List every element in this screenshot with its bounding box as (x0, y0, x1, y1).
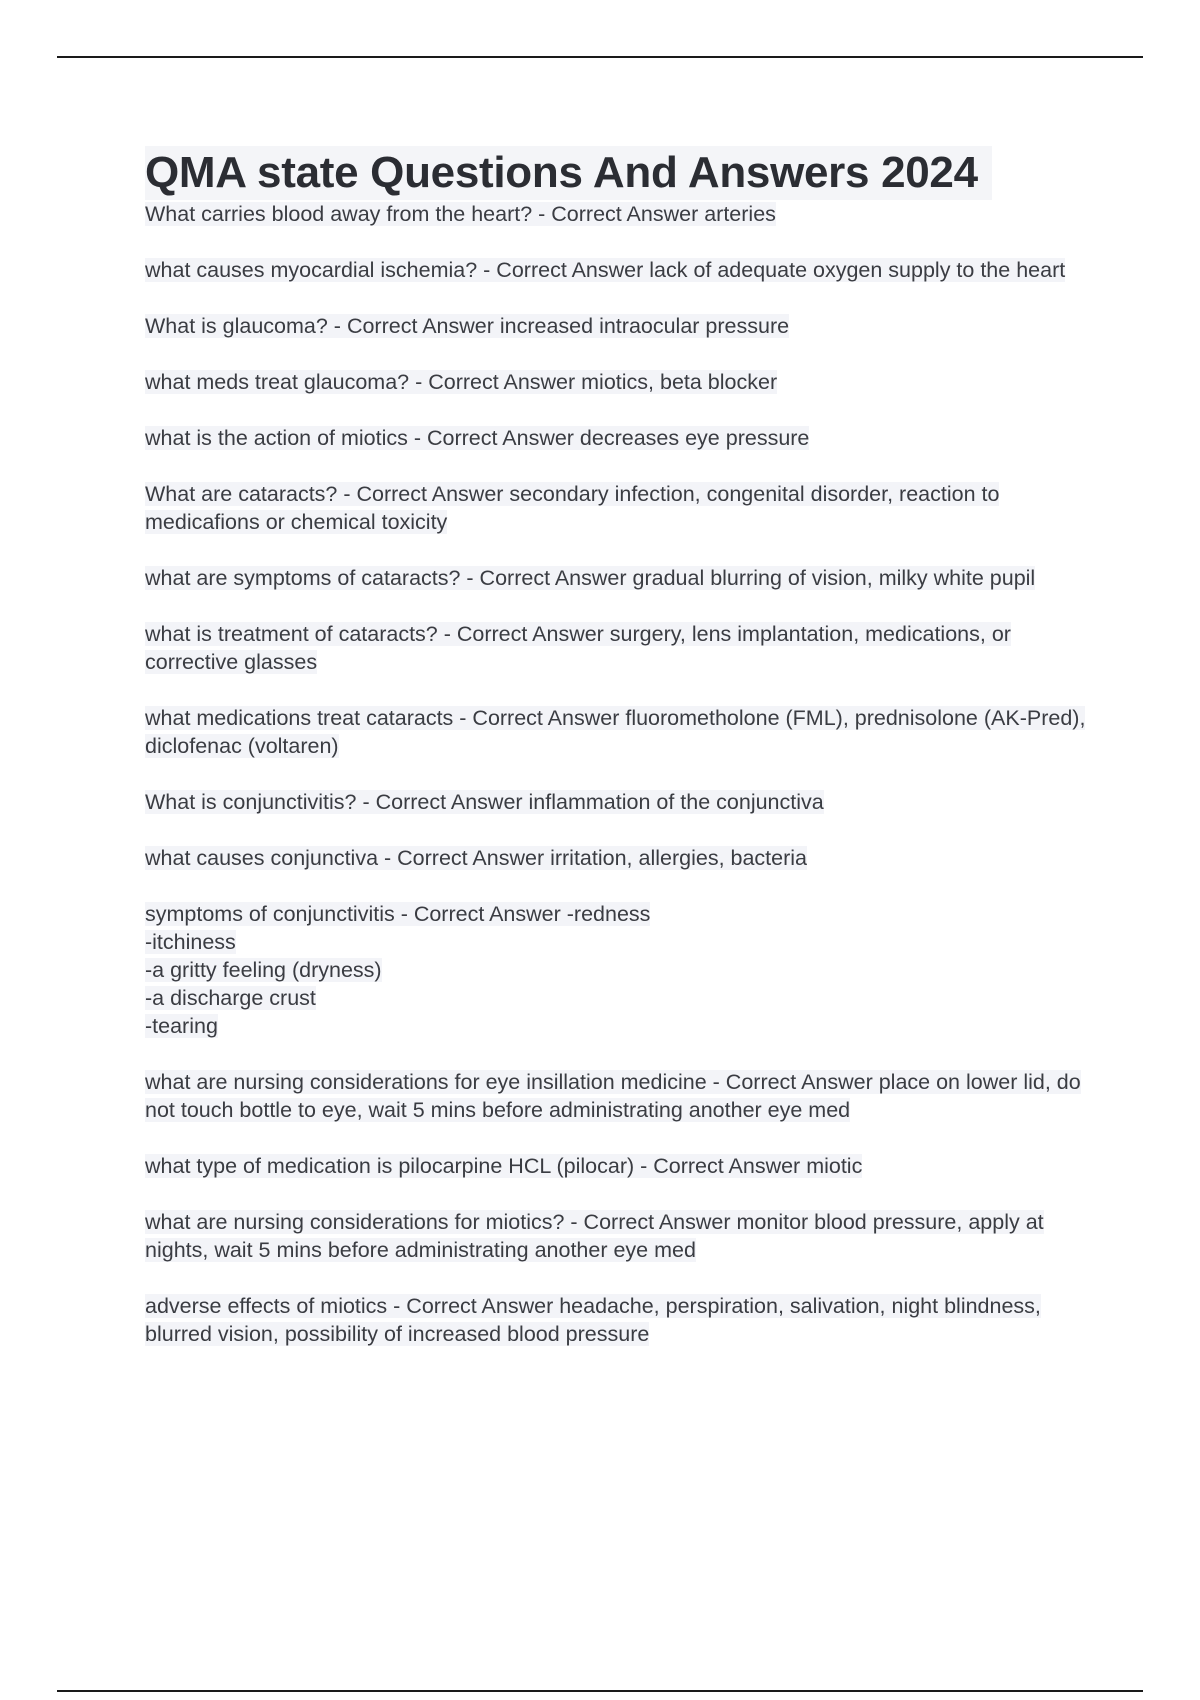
qa-item: adverse effects of miotics - Correct Answer headache, perspiration, salivation, night blindness, blurred vision, possibility of increased blood pressure (145, 1294, 1041, 1346)
qa-item: What is glaucoma? - Correct Answer increased intraocular pressure (145, 314, 790, 338)
qa-item: what type of medication is pilocarpine HCL (pilocar) - Correct Answer miotic (145, 1154, 863, 1178)
symptoms-line: -itchiness (145, 930, 236, 954)
bottom-rule (57, 1690, 1143, 1692)
document-content (145, 146, 1090, 1348)
qa-item: What are cataracts? - Correct Answer secondary infection, congenital disorder, reaction to medicafions or chemical toxicity (145, 482, 1000, 534)
qa-item: what medications treat cataracts - Correct Answer fluorometholone (FML), prednisolone (AK-Pred), diclofenac (voltaren) (145, 706, 1086, 758)
qa-item: What is conjunctivitis? - Correct Answer inflammation of the conjunctiva (145, 790, 824, 814)
symptoms-line: -a gritty feeling (dryness) (145, 958, 382, 982)
qa-item: what causes conjunctiva - Correct Answer irritation, allergies, bacteria (145, 846, 808, 870)
symptoms-line: -tearing (145, 1014, 218, 1038)
qa-item: what is treatment of cataracts? - Correct Answer surgery, lens implantation, medications, or corrective glasses (145, 622, 1011, 674)
qa-item: what are nursing considerations for eye insillation medicine - Correct Answer place on lower lid, do not touch bottle to eye, wait 5 mins before administrating another eye med (145, 1070, 1081, 1122)
qa-item: What carries blood away from the heart? - Correct Answer arteries (145, 202, 776, 226)
qa-item: what are nursing considerations for miotics? - Correct Answer monitor blood pressure, apply at nights, wait 5 mins before administrating another eye med (145, 1210, 1044, 1262)
symptoms-line: -a discharge crust (145, 986, 316, 1010)
qa-item-symptoms (145, 900, 1090, 1040)
qa-list (145, 200, 1090, 1348)
qa-item: what meds treat glaucoma? - Correct Answer miotics, beta blocker (145, 370, 778, 394)
symptoms-line: symptoms of conjunctivitis - Correct Answer -redness (145, 902, 651, 926)
qa-item: what causes myocardial ischemia? - Correct Answer lack of adequate oxygen supply to the heart (145, 258, 1066, 282)
qa-item: what are symptoms of cataracts? - Correct Answer gradual blurring of vision, milky white pupil (145, 566, 1036, 590)
page-title: QMA state Questions And Answers 2024 (145, 146, 992, 200)
qa-item: what is the action of miotics - Correct Answer decreases eye pressure (145, 426, 810, 450)
top-rule (57, 56, 1143, 58)
